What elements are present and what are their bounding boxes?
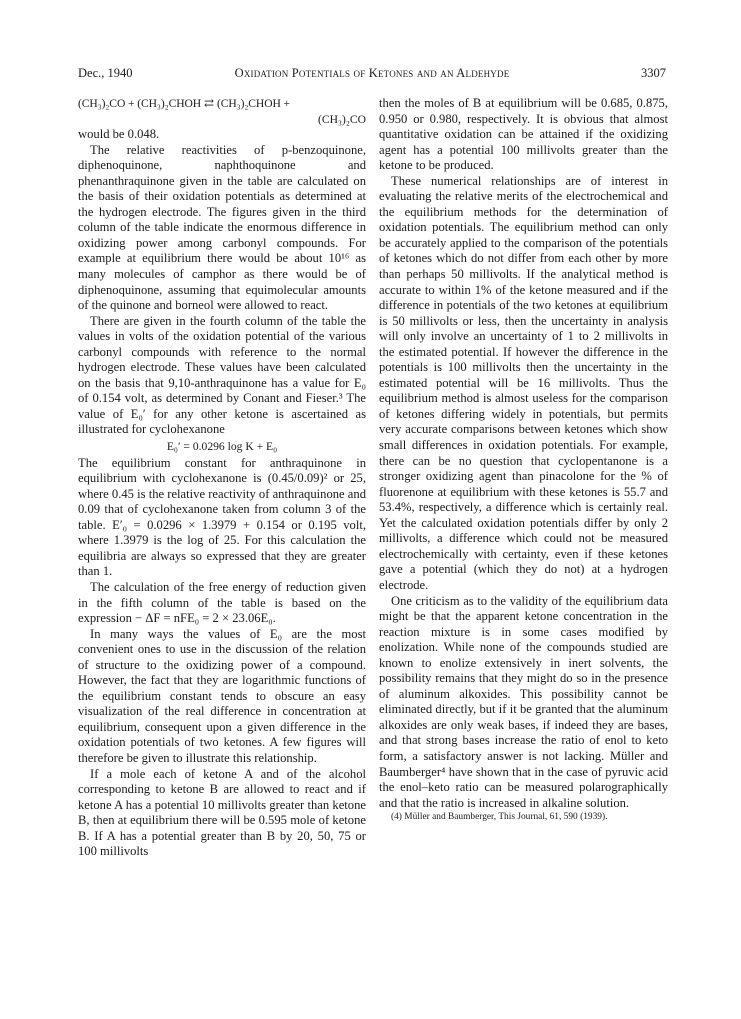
paragraph: The equilibrium constant for anthraquinone in equilibrium with cyclohexanone is (0.45/0.09)² or 25, where 0.45 is the relative reactivity of anthraquinone and 0.09 that of cyclohexanone taken from column 3 of the table. E′₀ = 0.0296 × 1.3979 + 0.154 or 0.195 volt, where 1.3979 is the log of 25. For this calculation the equilibria are always so expressed that they are greater than 1.	[78, 455, 366, 579]
equation-products: (CH₃)₂CHOH +	[216, 97, 290, 110]
page-number: 3307	[641, 66, 666, 80]
paragraph: then the moles of B at equilibrium will be 0.685, 0.875, 0.950 or 0.980, respectively. It is obvious that almost quantitative oxidation can be attained if the oxidizing agent has a potential 100 millivolts greater than the ketone to be produced.	[379, 96, 668, 173]
equation-line-1	[78, 96, 366, 112]
paragraph: There are given in the fourth column of the table the values in volts of the oxidation potential of the various carbonyl compounds with reference to the normal hydrogen electrode. These values have been calculated on the basis that 9,10-anthraquinone has a value for E₀ of 0.154 volt, as determined by Conant and Fieser.³ The value of E₀′ for any other ketone is ascertained as illustrated for cyclohexanone	[78, 313, 366, 437]
paragraph: If a mole each of ketone A and of the alcohol corresponding to ketone B are allowed to react and if ketone A has a potential 10 millivolts greater than ketone B, then at equilibrium there will be 0.595 mole of ketone B. If A has a potential greater than B by 20, 50, 75 or 100 millivolts	[78, 766, 366, 859]
paragraph: would be 0.048.	[78, 127, 160, 142]
header-date: Dec., 1940	[78, 66, 133, 80]
paragraph: The relative reactivities of p-benzoquinone, diphenoquinone, naphthoquinone and phenanthraquinone given in the table are calculated on the basis of their oxidation potentials as determined at the hydrogen electrode. The figures given in the third column of the table indicate the enormous difference in oxidizing power among carbonyl compounds. For example at equilibrium there would be about 10¹⁶ as many molecules of camphor as there would be of diphenoquinone, assuming that equimolecular amounts of the quinone and borneol were allowed to react.	[78, 142, 366, 313]
paragraph: These numerical relationships are of interest in evaluating the relative merits of the electrochemical and the equilibrium methods for the determination of oxidation potentials. The equilibrium method can only be accurately applied to the comparison of the potentials of ketones which do not differ from each other by more than perhaps 50 millivolts. If the analytical method is accurate to within 1% of the ketone measured and if the difference in potentials of the two ketones at equilibrium is 50 millivolts or less, then the uncertainty in analysis will only involve an uncertainty of 1 to 2 millivolts in the estimated potential. If however the difference in the potentials is 100 millivolts then the uncertainty in the estimated potential will be 16 millivolts. Thus the equilibrium method is almost useless for the comparison of ketones differing widely in potentials, but permits very accurate comparisons between ketones which show small differences in oxidation potentials. For example, there can be no question that cyclopentanone is a stronger oxidizing agent than pinacolone for the % of fluorenone at equilibrium with these ketones is 55.7 and 53.4%, respectively, a difference which is certainly real. Yet the calculated oxidation potentials differ by only 2 millivolts, a difference which could not be measured electrochemically with certainty, even if these ketones gave a potential (which they do not) at a hydrogen electrode.	[379, 173, 668, 592]
footnote: (4) Müller and Baumberger, This Journal, 61, 590 (1939).	[391, 812, 608, 823]
left-column	[78, 96, 366, 860]
paragraph: One criticism as to the validity of the equilibrium data might be that the apparent ketone concentration in the reaction mixture is in some cases modified by enolization. While none of the compounds studied are known to enolize extensively in inert solvents, the possibility remains that they might do so in the presence of aluminum alkoxides. This possibility cannot be eliminated directly, but if it be granted that the aluminum alkoxides are only weak bases, if indeed they are bases, and that strong bases increase the ratio of enol to keto form, a satisfactory answer is not lacking. Müller and Baumberger⁴ have shown that in the case of pyruvic acid the enol–keto ratio can be measured polarographically and that the ratio is increased in alkaline solution.	[379, 593, 668, 810]
equation-reactants: (CH₃)₂CO + (CH₃)₂CHOH	[78, 97, 202, 110]
equation-line-2: (CH₃)₂CO	[317, 112, 366, 126]
paragraph: In many ways the values of E₀ are the most convenient ones to use in the discussion of the relation of structure to the oxidizing power of a compound. However, the fact that they are logarithmic functions of the equilibrium constant tends to obscure an easy visualization of the real difference in concentration at equilibrium, consequent upon a given difference in the oxidation potentials of two ketones. A few figures will therefore be given to illustrate this relationship.	[78, 626, 366, 765]
header-title: Oxidation Potentials of Ketones and an Aldehyde	[234, 66, 510, 80]
right-column	[379, 96, 668, 823]
paragraph: The calculation of the free energy of reduction given in the fifth column of the table is based on the expression − ΔF = nFE₀ = 2 × 23.06E₀.	[78, 579, 366, 626]
running-header	[78, 66, 666, 82]
equation-potential: E₀′ = 0.0296 log K + E₀	[166, 440, 278, 454]
equilibrium-arrow-icon: ⇄	[204, 96, 214, 110]
